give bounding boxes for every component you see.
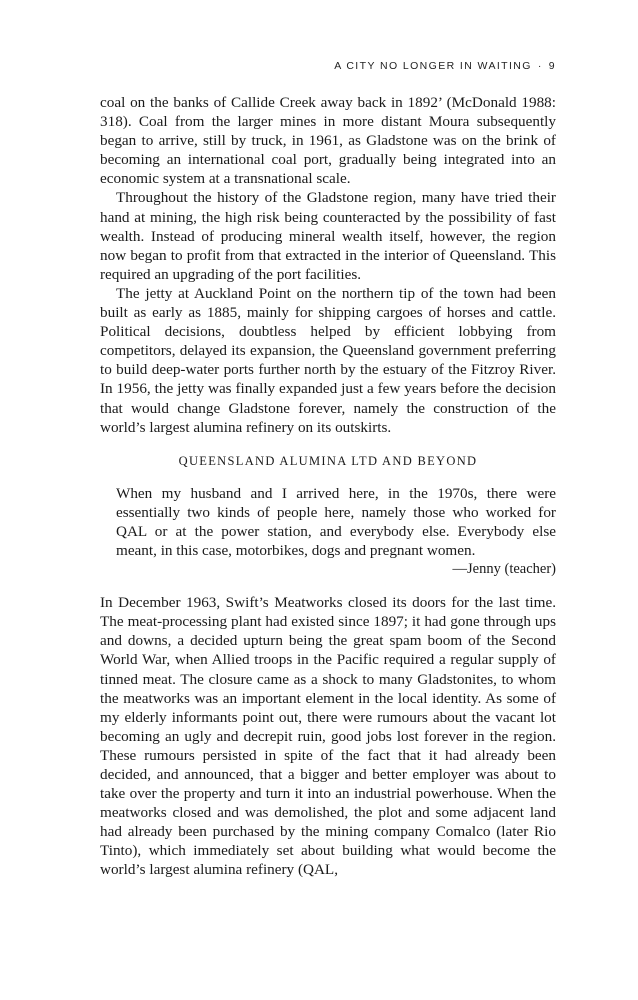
- page-number: 9: [548, 60, 556, 72]
- running-header: [334, 60, 556, 72]
- paragraph-2: Throughout the history of the Gladstone region, many have tried their hand at mining, the high risk being counteracted by the possibility of fast wealth. Instead of producing mineral wealth itself, however, the region now began to profit from that extracted in the interior of Queensland. This required an upgrading of the port facilities.: [100, 189, 556, 283]
- section-heading: QUEENSLAND ALUMINA LTD AND BEYOND: [178, 453, 478, 468]
- quote-attribution: —Jenny (teacher): [452, 561, 556, 578]
- paragraph-3: The jetty at Auckland Point on the northern tip of the town had been built as early as 1885, mainly for shipping cargoes of horses and cattle. Political decisions, doubtless helped by efficient lobbying from competitors, delayed its expansion, the Queensland government preferring to build deep-water ports further north by the estuary of the Fitzroy River. In 1956, the jetty was finally expanded just a few years before the decision that would change Gladstone forever, namely the construction of the world’s largest alumina refinery on its outskirts.: [100, 284, 556, 436]
- paragraph-4: In December 1963, Swift’s Meatworks closed its doors for the last time. The meat-processing plant had existed since 1897; it had gone through ups and downs, a decided upturn being the great spam boom of the Second World War, when Allied troops in the Pacific required a regular supply of tinned meat. The closure came as a shock to many Gladstonites, to whom the meatworks was an important element in the local identity. As some of my elderly informants point out, there were rumours about the vacant lot becoming an ugly and decrepit ruin, good jobs lost forever in the region. These rumours persisted in spite of the fact that it had already been decided, and announced, that a bigger and better employer was about to take over the property and turn it into an industrial powerhouse. When the meatworks closed and was demolished, the plot and some adjacent land had already been purchased by the mining company Comalco (later Rio Tinto), which immediately set about building what would become the world’s largest alumina refinery (QAL,: [100, 594, 556, 879]
- paragraph-1: coal on the banks of Callide Creek away back in 1892’ (McDonald 1988: 318). Coal from the larger mines in more distant Moura subsequently began to arrive, still by truck, in 1961, as Gladstone was on the brink of becoming an international coal port, gradually being integrated into an economic system at a transnational scale.: [100, 94, 556, 188]
- block-quote: [116, 484, 556, 579]
- main-text: [100, 93, 556, 880]
- running-title: A CITY NO LONGER IN WAITING: [334, 60, 532, 72]
- quote-text: When my husband and I arrived here, in the 1970s, there were essentially two kinds of people here, namely those who worked for QAL or at the power station, and everybody else. Everybody else meant, in this case, motorbikes, dogs and pregnant women.: [116, 484, 556, 559]
- header-separator: ·: [537, 60, 543, 72]
